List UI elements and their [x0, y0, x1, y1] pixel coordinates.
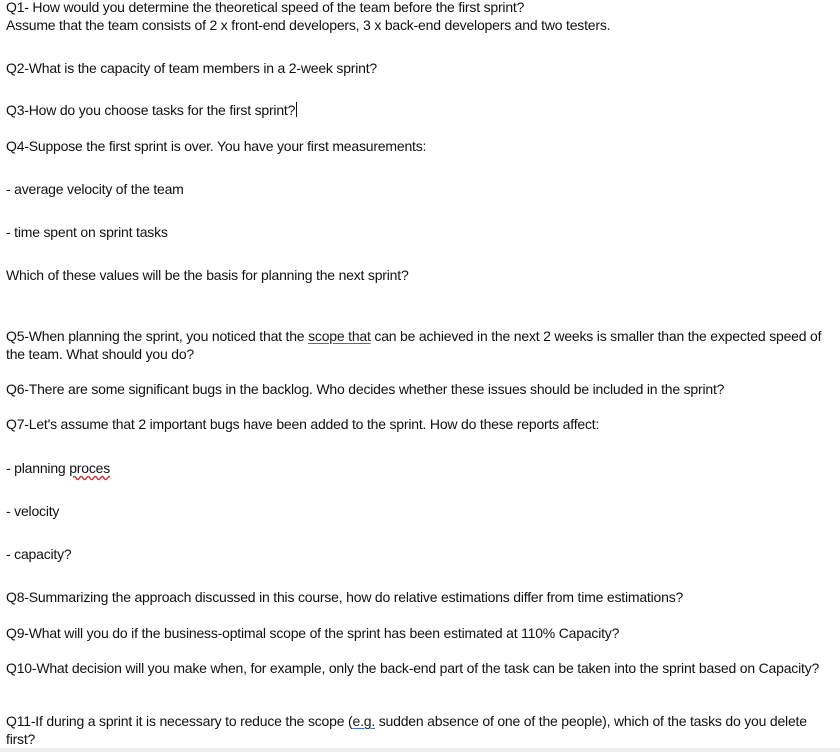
q11-link-eg[interactable]: e.g.	[352, 713, 376, 729]
q7-intro: Q7-Let's assume that 2 important bugs have been added to the sprint. How do these reports affect:	[6, 416, 600, 432]
q5-link-scope[interactable]: scope that	[308, 328, 371, 344]
q4-item-velocity: - average velocity of the team	[6, 181, 184, 197]
q4-intro: Q4-Suppose the first sprint is over. You have your first measurements:	[6, 138, 427, 154]
bottom-edge	[0, 748, 840, 752]
q3-question	[6, 101, 297, 119]
text-cursor	[296, 102, 297, 117]
q6-question: Q6-There are some significant bugs in the backlog. Who decides whether these issues should be included in the sprint?	[6, 381, 725, 397]
q11-text-before: Q11-If during a sprint it is necessary to reduce the scope (	[6, 713, 353, 729]
q9-question: Q9-What will you do if the business-optimal scope of the sprint has been estimated at 110% Capacity?	[6, 625, 620, 641]
q11-text-after: sudden absence of one of the people), which of the tasks do you delete first?	[6, 713, 807, 747]
q1-assumption: Assume that the team consists of 2 x front-end developers, 3 x back-end developers and two testers.	[6, 17, 611, 33]
q7-item-velocity: - velocity	[6, 503, 60, 519]
spelling-error-word[interactable]: proces	[69, 460, 111, 476]
q2-question: Q2-What is the capacity of team members in a 2-week sprint?	[6, 60, 378, 76]
q5-question	[6, 327, 832, 363]
q11-question	[6, 712, 832, 748]
q5-text-before: Q5-When planning the sprint, you noticed that the	[6, 328, 309, 344]
q4-question: Which of these values will be the basis for planning the next sprint?	[6, 267, 409, 283]
q7-item-planning-prefix: - planning	[6, 460, 70, 476]
q4-item-time: - time spent on sprint tasks	[6, 224, 168, 240]
q10-question: Q10-What decision will you make when, for example, only the back-end part of the task can be taken into the sprint based on Capacity?	[6, 660, 820, 676]
q7-item-planning	[6, 459, 110, 477]
q1-question: Q1- How would you determine the theoretical speed of the team before the first sprint?	[6, 0, 525, 15]
q8-question: Q8-Summarizing the approach discussed in this course, how do relative estimations differ from time estimations?	[6, 589, 684, 605]
q5-text-after: can be achieved in the next 2 weeks is smaller than the expected speed of the team. What should you do?	[6, 328, 822, 362]
q3-text: Q3-How do you choose tasks for the first sprint?	[6, 102, 296, 118]
q7-item-capacity: - capacity?	[6, 546, 72, 562]
